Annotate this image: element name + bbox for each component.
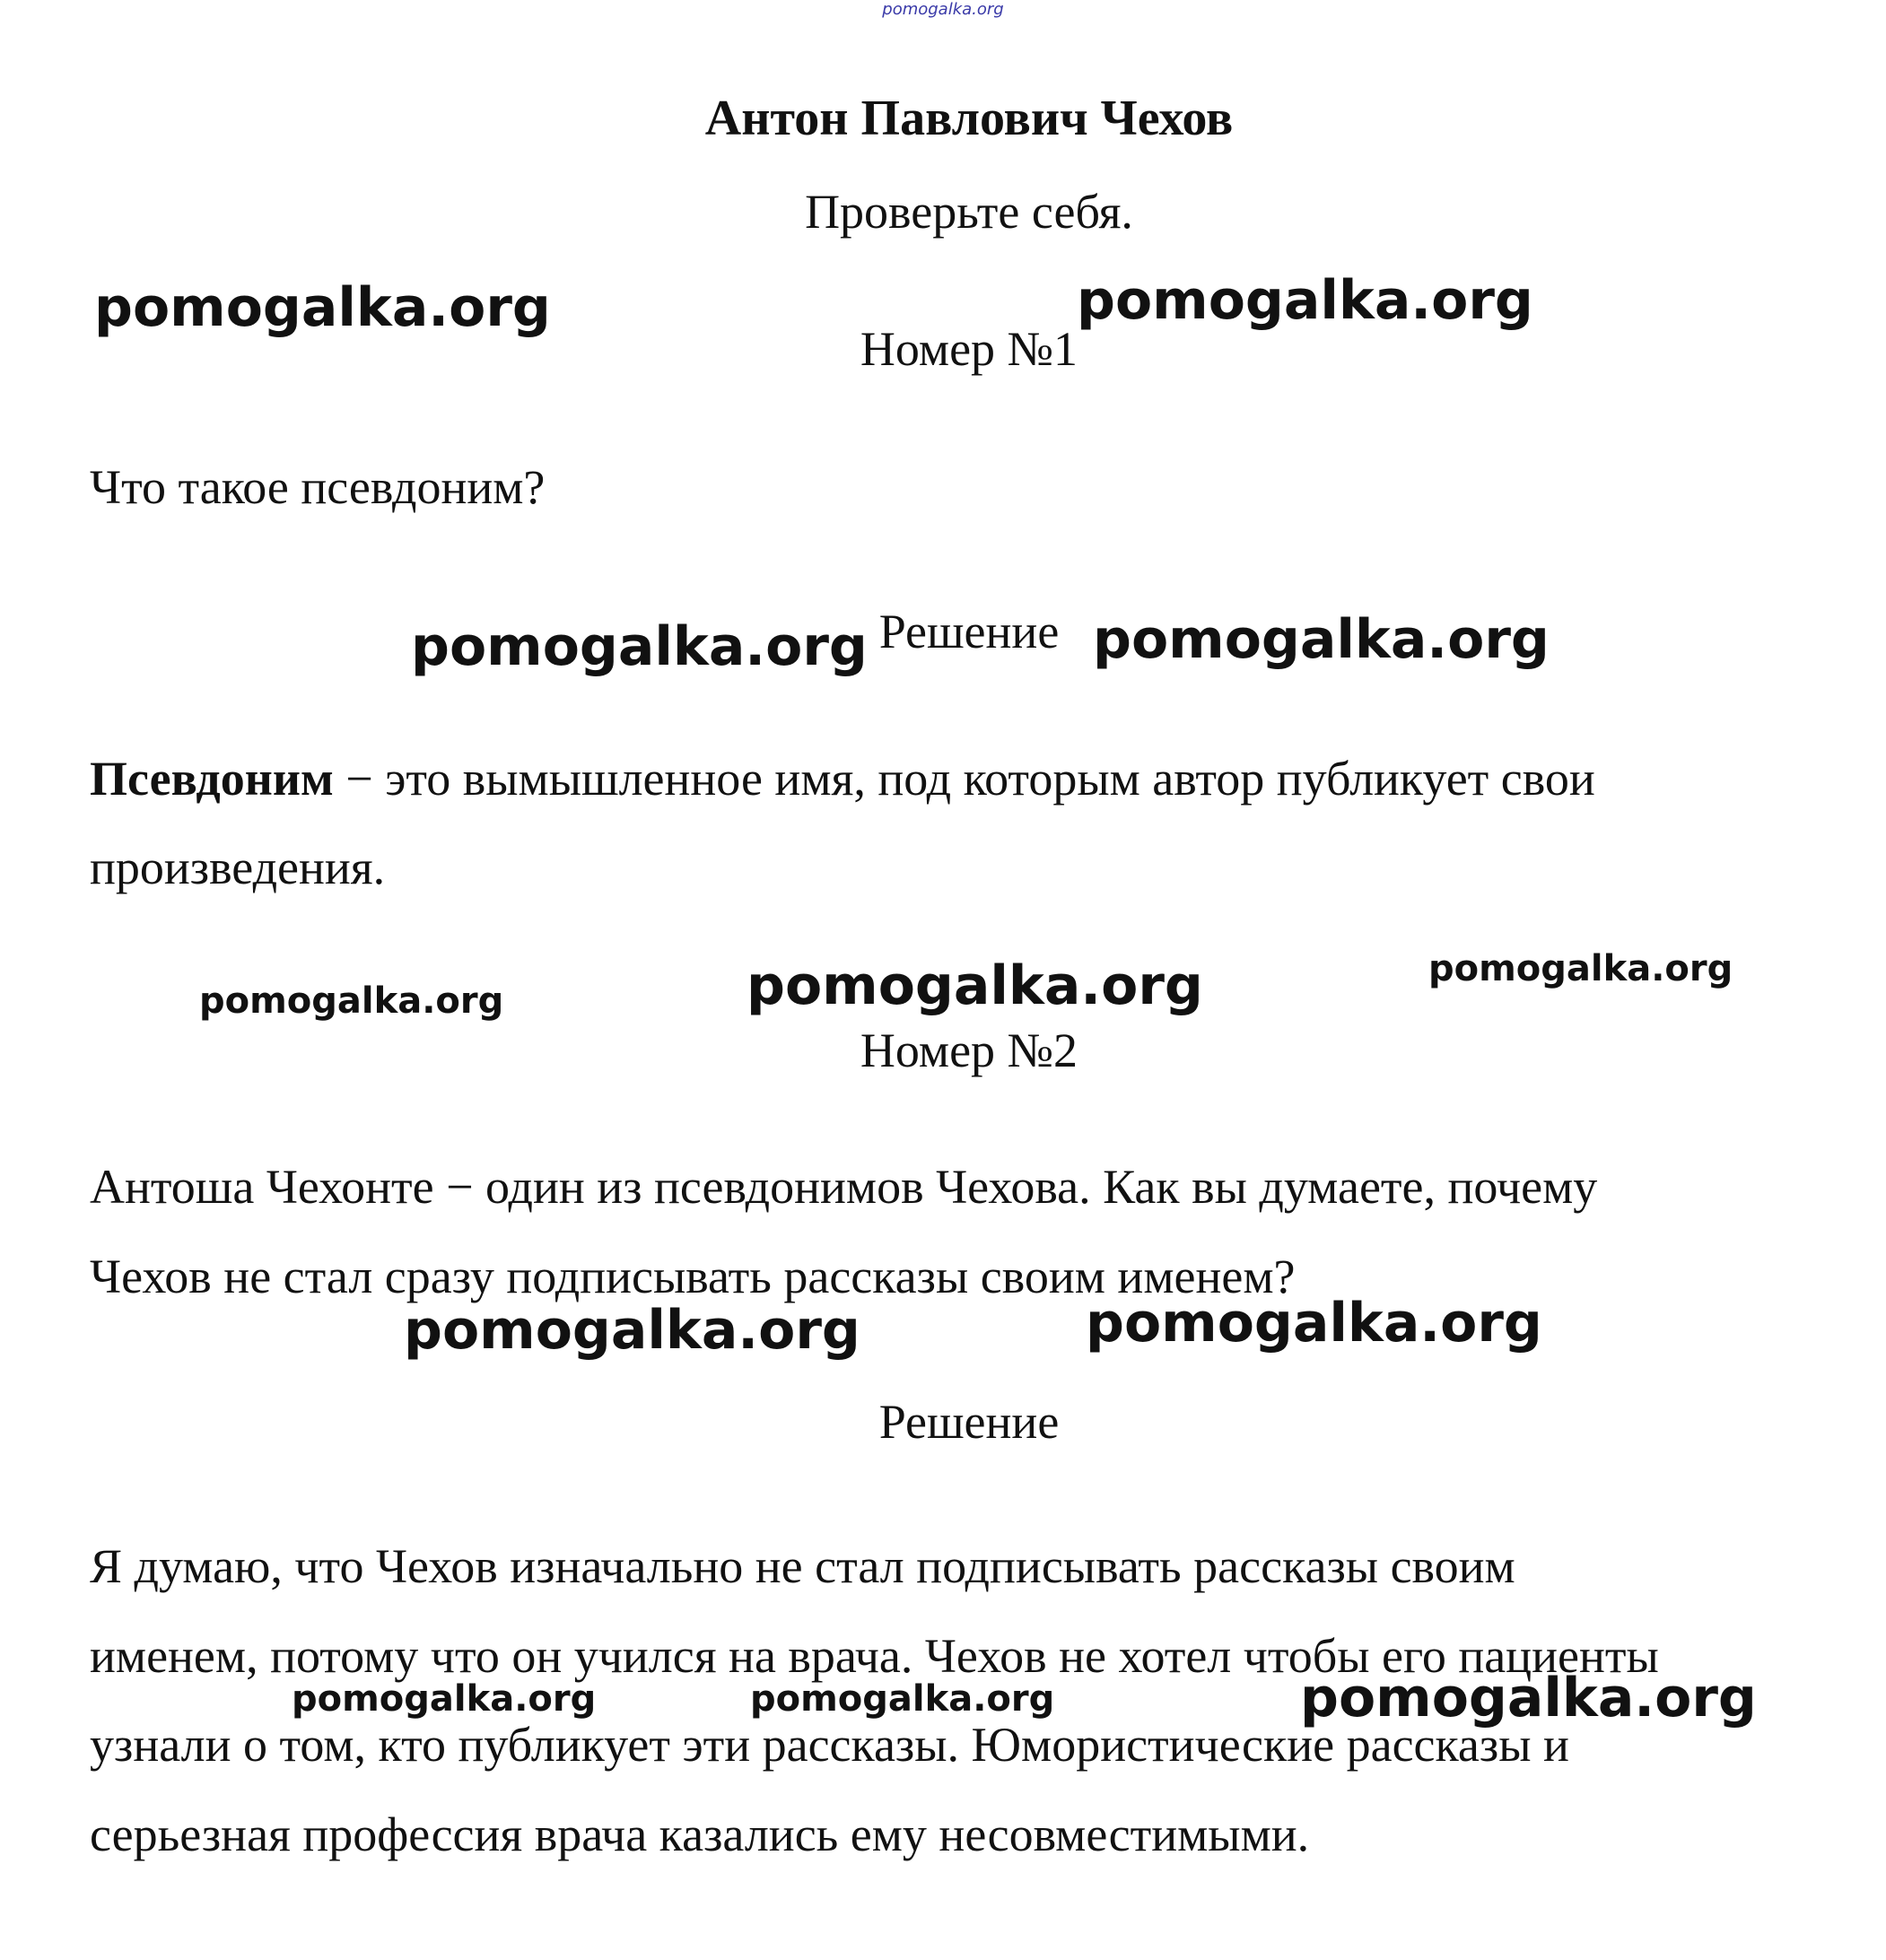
page-subtitle: Проверьте себя. [805, 185, 1133, 239]
task1-question: Что такое псевдоним? [90, 460, 546, 514]
task2-answer-line2: именем, потому что он учился на врача. Чехов не хотел чтобы его пациенты [90, 1629, 1659, 1683]
task1-answer-line1 [90, 751, 1595, 806]
task2-number: Номер №2 [860, 1024, 1078, 1077]
answer-rest: − это вымышленное имя, под которым автор публикует свои [333, 752, 1595, 806]
task2-answer-line1: Я думаю, что Чехов изначально не стал подписывать рассказы своим [90, 1539, 1515, 1593]
task2-question-line2: Чехов не стал сразу подписывать рассказы своим именем? [90, 1250, 1296, 1303]
watermark: pomogalka.org [1086, 1292, 1542, 1355]
task1-solution-label: Решение [878, 605, 1060, 658]
task2-answer-line3: узнали о том, кто публикует эти рассказы. Юмористические рассказы и [90, 1718, 1569, 1772]
task1-answer-line2: произведения. [90, 841, 386, 894]
task2-answer-line4: серьезная профессия врача казались ему несовместимыми. [90, 1808, 1310, 1861]
answer-term: Псевдоним [90, 752, 334, 806]
watermark: pomogalka.org [94, 276, 551, 339]
watermark: pomogalka.org [750, 1678, 1055, 1720]
site-mark-top: pomogalka.org [882, 0, 1004, 19]
watermark: pomogalka.org [1077, 269, 1533, 332]
watermark: pomogalka.org [747, 954, 1203, 1017]
task2-solution-label: Решение [878, 1395, 1060, 1449]
task2-question-line1: Антоша Чехонте − один из псевдонимов Чехова. Как вы думаете, почему [90, 1160, 1598, 1214]
page-title: Антон Павлович Чехов [704, 91, 1234, 146]
watermark: pomogalka.org [411, 615, 868, 678]
watermark: pomogalka.org [292, 1678, 597, 1720]
watermark: pomogalka.org [1093, 608, 1550, 671]
watermark: pomogalka.org [404, 1299, 860, 1362]
task1-number: Номер №1 [860, 322, 1078, 376]
watermark: pomogalka.org [1300, 1667, 1757, 1729]
watermark: pomogalka.org [1428, 948, 1733, 989]
watermark: pomogalka.org [199, 980, 504, 1022]
